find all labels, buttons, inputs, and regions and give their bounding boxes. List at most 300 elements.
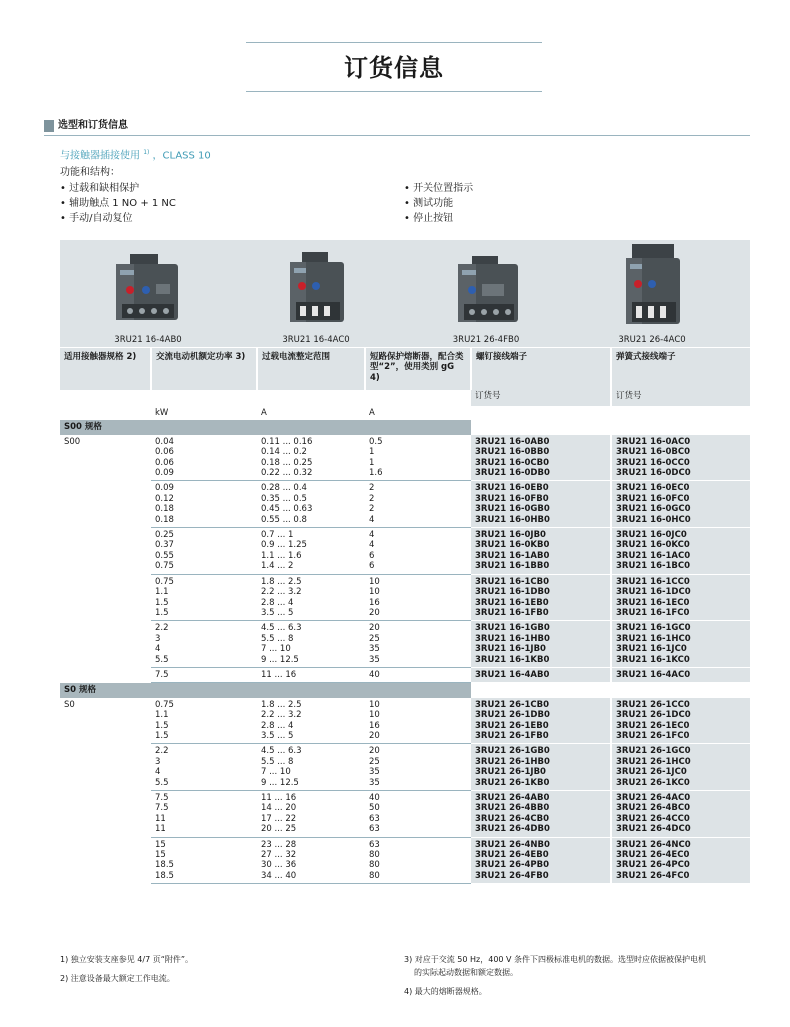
col-header-range: 过载电流整定范围 (257, 348, 365, 390)
cell-size (60, 757, 151, 767)
footnote: 2) 注意设备最大额定工作电流。 (60, 974, 175, 983)
cell-power: 0.06 (155, 457, 174, 468)
table-row-group (60, 574, 750, 621)
cell-size (60, 644, 151, 654)
cell-order-spring: 3RU21 16-1CC0 (611, 574, 750, 587)
cell-size (60, 561, 151, 574)
cell-order-screw: 3RU21 16-1DB0 (471, 587, 611, 597)
cell-order-spring: 3RU21 26-4NC0 (611, 837, 750, 850)
cell-power: 0.18 (155, 504, 174, 515)
cell-order-screw: 3RU21 26-1FB0 (471, 731, 611, 744)
features-list-right (404, 181, 473, 226)
product-card (582, 240, 722, 347)
cell-fuse: 35 (369, 644, 380, 655)
cell-fuse: 10 (369, 699, 380, 710)
table-row (60, 837, 750, 850)
cell-range: 27 ... 32 (261, 850, 297, 861)
cell-power: 18.5 (155, 860, 174, 871)
cell-range: 2.8 ... 4 (261, 720, 294, 731)
cell-size (60, 803, 151, 813)
cell-fuse: 25 (369, 756, 380, 767)
cell-order-spring: 3RU21 16-0AC0 (611, 435, 750, 447)
col-header-fuse: 短路保护熔断器，配合类型“2”，使用类别 gG 4) (365, 348, 471, 390)
cell-range: 2.8 ... 4 (261, 597, 294, 608)
cell-order-spring: 3RU21 16-0DC0 (611, 468, 750, 481)
size-band-label: S00 规格 (60, 420, 471, 434)
table-row (60, 667, 750, 682)
cell-order-screw: 3RU21 26-4PB0 (471, 860, 611, 870)
cell-fuse: 16 (369, 720, 380, 731)
cell-fuse: 10 (369, 587, 380, 598)
cell-range: 0.45 ... 0.63 (261, 504, 313, 515)
size-band-row (60, 683, 750, 698)
cell-power: 0.18 (151, 515, 257, 528)
cell-size (60, 778, 151, 791)
table-row (60, 698, 750, 710)
cell-power: 0.12 (155, 493, 174, 504)
table-row (60, 598, 750, 608)
subtitle-footnote: 1) (143, 149, 150, 156)
cell-fuse: 63 (365, 824, 471, 837)
unit-fuse: A (369, 408, 375, 418)
cell-range: 9 ... 12.5 (257, 778, 365, 791)
cell-order-spring: 3RU21 16-0KC0 (611, 540, 750, 550)
cell-size (60, 447, 151, 457)
cell-range: 1.8 ... 2.5 (261, 699, 302, 710)
cell-fuse: 40 (369, 793, 380, 803)
table-row-group (60, 698, 750, 744)
cell-range: 0.11 ... 0.16 (261, 436, 313, 447)
col-header-power: 交流电动机额定功率 3) (151, 348, 257, 390)
cell-power: 5.5 (151, 778, 257, 791)
subtitle-text: 与接触器插接使用 (60, 150, 140, 162)
cell-size (60, 540, 151, 550)
subtitle-suffix: ，CLASS 10 (152, 150, 211, 162)
cell-size (60, 634, 151, 644)
table-row (60, 435, 750, 447)
cell-order-spring: 3RU21 26-4CC0 (611, 814, 750, 824)
cell-order-spring: 3RU21 16-0EC0 (611, 481, 750, 494)
cell-size (60, 655, 151, 668)
cell-order-screw: 3RU21 16-1CB0 (471, 574, 611, 587)
cell-order-spring: 3RU21 16-1FC0 (611, 608, 750, 621)
table-row (60, 814, 750, 824)
table-row (60, 757, 750, 767)
cell-power: 0.06 (155, 447, 174, 458)
table-row (60, 860, 750, 870)
cell-order-screw: 3RU21 26-4FB0 (471, 871, 611, 884)
cell-order-spring: 3RU21 26-1CC0 (611, 698, 750, 710)
cell-size (60, 598, 151, 608)
cell-order-spring: 3RU21 26-4DC0 (611, 824, 750, 837)
cell-range: 1.1 ... 1.6 (261, 550, 302, 561)
cell-order-spring: 3RU21 16-1KC0 (611, 655, 750, 668)
cell-order-screw: 3RU21 26-1CB0 (471, 698, 611, 710)
cell-power: 3 (155, 756, 161, 767)
footnotes-right (404, 953, 750, 1004)
cell-fuse: 10 (369, 710, 380, 721)
cell-order-spring: 3RU21 26-4AC0 (611, 791, 750, 804)
product-name: 3RU21 26-4FB0 (452, 335, 520, 345)
cell-range: 3.5 ... 5 (257, 731, 365, 744)
table-row (60, 744, 750, 757)
cell-range: 0.28 ... 0.4 (261, 483, 307, 494)
cell-fuse: 80 (365, 871, 471, 884)
cell-power: 18.5 (151, 871, 257, 884)
cell-size (60, 551, 151, 561)
cell-range: 20 ... 25 (257, 824, 365, 837)
cell-size (60, 814, 151, 824)
cell-order-screw: 3RU21 26-1DB0 (471, 710, 611, 720)
cell-size (60, 621, 151, 634)
size-section-band (60, 683, 750, 698)
cell-order-spring: 3RU21 16-0JC0 (611, 528, 750, 541)
cell-order-screw: 3RU21 16-0HB0 (471, 515, 611, 528)
table-row (60, 447, 750, 457)
cell-range: 17 ... 22 (261, 813, 297, 824)
cell-size (60, 871, 151, 884)
cell-size (60, 468, 151, 481)
overload-relay-s0-screw-icon (416, 240, 556, 335)
col-header-spring: 弹簧式接线端子 (611, 348, 750, 390)
cell-range: 0.55 ... 0.8 (257, 515, 365, 528)
cell-order-screw: 3RU21 16-4AB0 (471, 667, 611, 682)
table-order-label-row (60, 390, 750, 406)
cell-range: 11 ... 16 (261, 793, 297, 803)
cell-order-spring: 3RU21 26-1EC0 (611, 721, 750, 731)
table-row (60, 574, 750, 587)
cell-order-spring: 3RU21 16-4AC0 (611, 667, 750, 682)
cell-order-screw: 3RU21 16-1BB0 (471, 561, 611, 574)
cell-order-spring: 3RU21 16-1GC0 (611, 621, 750, 634)
cell-order-spring: 3RU21 26-1FC0 (611, 731, 750, 744)
cell-size (60, 791, 151, 804)
cell-fuse: 35 (365, 655, 471, 668)
cell-range: 0.14 ... 0.2 (261, 447, 307, 458)
cell-power: 4 (155, 767, 161, 778)
cell-range: 1.4 ... 2 (257, 561, 365, 574)
table-row (60, 528, 750, 541)
cell-size (60, 528, 151, 541)
cell-order-spring: 3RU21 26-1DC0 (611, 710, 750, 720)
footnotes-left (60, 953, 390, 991)
cell-order-screw: 3RU21 16-1JB0 (471, 644, 611, 654)
cell-size (60, 504, 151, 514)
cell-order-screw: 3RU21 26-4CB0 (471, 814, 611, 824)
cell-power: 7.5 (155, 793, 169, 803)
cell-size (60, 850, 151, 860)
cell-range: 7 ... 10 (261, 644, 291, 655)
features-list-left (60, 181, 176, 226)
cell-order-screw: 3RU21 16-0KB0 (471, 540, 611, 550)
cell-range: 11 ... 16 (257, 667, 365, 682)
cell-size (60, 574, 151, 587)
cell-fuse: 4 (369, 540, 375, 551)
product-name: 3RU21 16-4AC0 (282, 335, 350, 345)
cell-power: 1.5 (155, 720, 169, 731)
cell-order-spring: 3RU21 26-1KC0 (611, 778, 750, 791)
cell-order-screw: 3RU21 16-1AB0 (471, 551, 611, 561)
cell-fuse: 25 (369, 633, 380, 644)
cell-order-screw: 3RU21 16-0GB0 (471, 504, 611, 514)
cell-order-spring: 3RU21 16-1AC0 (611, 551, 750, 561)
cell-range: 0.9 ... 1.25 (261, 540, 307, 551)
cell-power: 1.1 (155, 710, 169, 721)
cell-power: 2.2 (155, 746, 169, 757)
cell-size (60, 824, 151, 837)
section-title: 选型和订货信息 (58, 120, 128, 131)
overload-relay-s00-screw-icon (78, 240, 218, 335)
table-row (60, 871, 750, 884)
unit-power: kW (155, 408, 169, 418)
table-row (60, 803, 750, 813)
feature-item: • 手动/自动复位 (60, 211, 176, 226)
table-row (60, 850, 750, 860)
cell-power: 15 (155, 850, 166, 861)
selection-table-wrap (60, 348, 750, 884)
overload-relay-s0-spring-icon (582, 240, 722, 335)
cell-order-spring: 3RU21 16-1EC0 (611, 598, 750, 608)
cell-order-screw: 3RU21 26-4DB0 (471, 824, 611, 837)
table-row (60, 710, 750, 720)
product-card (416, 240, 556, 347)
cell-order-screw: 3RU21 16-0FB0 (471, 494, 611, 504)
cell-power: 2.2 (155, 623, 169, 634)
cell-order-spring: 3RU21 26-4BC0 (611, 803, 750, 813)
cell-power: 1.5 (155, 597, 169, 608)
cell-range: 14 ... 20 (261, 803, 297, 814)
table-row (60, 731, 750, 744)
table-row (60, 468, 750, 481)
table-row (60, 551, 750, 561)
cell-order-screw: 3RU21 26-4AB0 (471, 791, 611, 804)
selection-table (60, 348, 750, 884)
cell-power: 11 (151, 824, 257, 837)
table-row-group (60, 528, 750, 575)
table-row-group (60, 791, 750, 838)
cell-size (60, 721, 151, 731)
section-rule (44, 135, 750, 136)
table-row-group (60, 744, 750, 791)
cell-range: 0.18 ... 0.25 (261, 457, 313, 468)
product-name: 3RU21 16-4AB0 (114, 335, 182, 345)
cell-power: 0.55 (155, 550, 174, 561)
table-row (60, 621, 750, 634)
table-row-group (60, 667, 750, 682)
cell-order-spring: 3RU21 26-4FC0 (611, 871, 750, 884)
cell-order-screw: 3RU21 16-0DB0 (471, 468, 611, 481)
cell-size (60, 481, 151, 494)
features-label: 功能和结构： (60, 167, 120, 178)
size-section-band (60, 420, 750, 434)
cell-order-screw: 3RU21 16-0AB0 (471, 435, 611, 447)
cell-power: 0.37 (155, 540, 174, 551)
size-band-row (60, 420, 750, 434)
unit-range: A (261, 408, 267, 418)
col-header-screw: 螺钉接线端子 (471, 348, 611, 390)
page-title: 订货信息 (344, 54, 444, 82)
cell-size (60, 860, 151, 870)
cell-size (60, 458, 151, 468)
cell-order-screw: 3RU21 16-0BB0 (471, 447, 611, 457)
cell-order-spring: 3RU21 26-4EC0 (611, 850, 750, 860)
cell-order-spring: 3RU21 16-1JC0 (611, 644, 750, 654)
cell-size (60, 837, 151, 850)
cell-fuse: 80 (369, 860, 380, 871)
cell-fuse: 20 (365, 608, 471, 621)
product-name: 3RU21 26-4AC0 (618, 335, 686, 345)
cell-range: 4.5 ... 6.3 (261, 623, 302, 634)
feature-item: • 测试功能 (404, 196, 473, 211)
cell-power: 0.09 (155, 483, 174, 494)
cell-power: 1.5 (151, 608, 257, 621)
cell-range: 4.5 ... 6.3 (261, 746, 302, 757)
footnote: 4) 最大的熔断器规格。 (404, 987, 487, 996)
table-row (60, 587, 750, 597)
cell-order-screw: 3RU21 16-1HB0 (471, 634, 611, 644)
cell-fuse: 1 (369, 457, 375, 468)
table-row (60, 634, 750, 644)
cell-order-screw: 3RU21 26-4EB0 (471, 850, 611, 860)
cell-range: 2.2 ... 3.2 (261, 587, 302, 598)
table-row (60, 561, 750, 574)
table-row (60, 778, 750, 791)
page-title-block (246, 42, 542, 92)
cell-size (60, 667, 151, 682)
cell-fuse: 40 (365, 667, 471, 682)
feature-item: • 开关位置指示 (404, 181, 473, 196)
cell-order-screw: 3RU21 16-1FB0 (471, 608, 611, 621)
cell-fuse: 80 (369, 850, 380, 861)
cell-fuse: 20 (369, 623, 380, 634)
title-bottom-rule (246, 91, 542, 92)
cell-fuse: 63 (369, 813, 380, 824)
cell-power: 0.25 (155, 530, 174, 541)
cell-order-screw: 3RU21 16-1KB0 (471, 655, 611, 668)
cell-range: 5.5 ... 8 (261, 633, 294, 644)
cell-fuse: 63 (369, 839, 380, 850)
size-band-label: S0 规格 (60, 683, 471, 698)
product-image-band (60, 240, 750, 347)
section-marker (44, 120, 54, 132)
cell-order-spring: 3RU21 16-0BC0 (611, 447, 750, 457)
cell-order-spring: 3RU21 16-1DC0 (611, 587, 750, 597)
table-row (60, 481, 750, 494)
cell-range: 2.2 ... 3.2 (261, 710, 302, 721)
cell-fuse: 1.6 (365, 468, 471, 481)
cell-size (60, 608, 151, 621)
cell-power: 7.5 (155, 803, 169, 814)
table-row (60, 458, 750, 468)
cell-fuse: 0.5 (369, 436, 383, 447)
table-row-group (60, 837, 750, 884)
cell-order-screw: 3RU21 26-1HB0 (471, 757, 611, 767)
cell-power: 1.1 (155, 587, 169, 598)
cell-power: 11 (155, 813, 166, 824)
cell-fuse: 50 (369, 803, 380, 814)
table-header-row (60, 348, 750, 390)
cell-size (60, 710, 151, 720)
cell-power: 15 (155, 839, 166, 850)
cell-size: S00 (64, 436, 81, 447)
cell-fuse: 35 (369, 767, 380, 778)
cell-order-spring: 3RU21 16-0HC0 (611, 515, 750, 528)
order-no-label: 订货号 (471, 390, 611, 406)
table-row-group (60, 435, 750, 481)
cell-order-screw: 3RU21 26-1EB0 (471, 721, 611, 731)
table-row (60, 494, 750, 504)
cell-range: 7 ... 10 (261, 767, 291, 778)
table-row (60, 655, 750, 668)
cell-fuse: 20 (365, 731, 471, 744)
cell-order-spring: 3RU21 26-1HC0 (611, 757, 750, 767)
table-row (60, 644, 750, 654)
section-header (44, 120, 750, 134)
table-row-group (60, 621, 750, 668)
table-row (60, 515, 750, 528)
cell-size: S0 (64, 699, 75, 710)
overload-relay-s00-spring-icon (246, 240, 386, 335)
cell-power: 0.75 (155, 576, 174, 587)
table-row (60, 767, 750, 777)
footnote: 1) 独立安装支座参见 4/7 页“附件”。 (60, 955, 194, 964)
cell-order-screw: 3RU21 26-4BB0 (471, 803, 611, 813)
feature-item: • 辅助触点 1 NO + 1 NC (60, 196, 176, 211)
cell-range: 23 ... 28 (261, 839, 297, 850)
cell-size (60, 767, 151, 777)
cell-fuse: 20 (369, 746, 380, 757)
cell-order-spring: 3RU21 26-1JC0 (611, 767, 750, 777)
cell-fuse: 4 (369, 530, 375, 541)
cell-order-screw: 3RU21 16-0EB0 (471, 481, 611, 494)
cell-power: 0.75 (151, 561, 257, 574)
cell-range: 3.5 ... 5 (257, 608, 365, 621)
cell-range: 5.5 ... 8 (261, 756, 294, 767)
cell-fuse: 16 (369, 597, 380, 608)
cell-size (60, 587, 151, 597)
table-row (60, 504, 750, 514)
cell-power: 7.5 (151, 667, 257, 682)
table-row (60, 791, 750, 804)
cell-range: 30 ... 36 (261, 860, 297, 871)
table-row (60, 608, 750, 621)
cell-size (60, 744, 151, 757)
cell-power: 0.09 (151, 468, 257, 481)
cell-range: 1.8 ... 2.5 (261, 576, 302, 587)
cell-range: 34 ... 40 (257, 871, 365, 884)
cell-order-spring: 3RU21 26-4PC0 (611, 860, 750, 870)
cell-order-screw: 3RU21 16-0JB0 (471, 528, 611, 541)
table-row (60, 540, 750, 550)
order-no-label: 订货号 (611, 390, 750, 406)
cell-power: 3 (155, 633, 161, 644)
cell-order-spring: 3RU21 16-0FC0 (611, 494, 750, 504)
cell-power: 0.04 (155, 436, 174, 447)
cell-range: 0.7 ... 1 (261, 530, 294, 541)
cell-order-spring: 3RU21 16-1BC0 (611, 561, 750, 574)
product-card (78, 240, 218, 347)
cell-order-screw: 3RU21 16-0CB0 (471, 458, 611, 468)
cell-order-screw: 3RU21 26-1KB0 (471, 778, 611, 791)
cell-fuse: 4 (365, 515, 471, 528)
cell-order-spring: 3RU21 16-0CC0 (611, 458, 750, 468)
cell-range: 0.35 ... 0.5 (261, 493, 307, 504)
table-row-group (60, 481, 750, 528)
feature-item: • 过载和缺相保护 (60, 181, 176, 196)
subtitle (60, 146, 211, 163)
cell-fuse: 2 (369, 504, 375, 515)
footnote: 3) 对应于交流 50 Hz，400 V 条件下四极标准电机的数据。选型时应依据被保护电机 (404, 955, 707, 964)
